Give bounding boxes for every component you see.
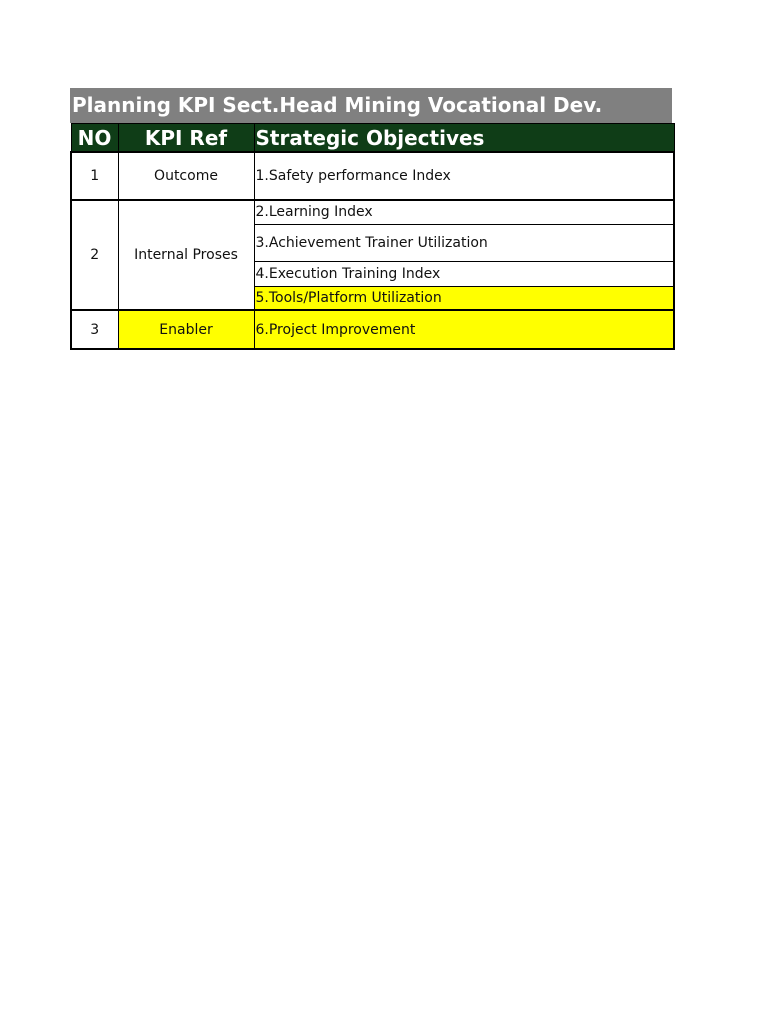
cell-kpi-ref-highlighted: Enabler — [118, 310, 254, 349]
table-row — [71, 310, 674, 349]
header-row — [71, 124, 674, 153]
table-row — [71, 152, 674, 200]
header-no: NO — [71, 124, 118, 153]
cell-objective: 4.Execution Training Index — [254, 261, 674, 286]
sheet-title: Planning KPI Sect.Head Mining Vocational Dev. — [70, 88, 672, 123]
cell-no: 3 — [71, 310, 118, 349]
cell-no: 1 — [71, 152, 118, 200]
cell-objective-highlighted: 6.Project Improvement — [254, 310, 674, 349]
cell-objective: 3.Achievement Trainer Utilization — [254, 224, 674, 261]
header-kpi-ref: KPI Ref — [118, 124, 254, 153]
header-strategic-objectives: Strategic Objectives — [254, 124, 674, 153]
cell-kpi-ref: Internal Proses — [118, 200, 254, 310]
cell-objective-highlighted: 5.Tools/Platform Utilization — [254, 286, 674, 310]
table-row — [71, 200, 674, 224]
cell-objective: 2.Learning Index — [254, 200, 674, 224]
cell-objective: 1.Safety performance Index — [254, 152, 674, 200]
kpi-sheet — [70, 88, 672, 350]
cell-kpi-ref: Outcome — [118, 152, 254, 200]
cell-no: 2 — [71, 200, 118, 310]
kpi-table — [70, 123, 675, 350]
